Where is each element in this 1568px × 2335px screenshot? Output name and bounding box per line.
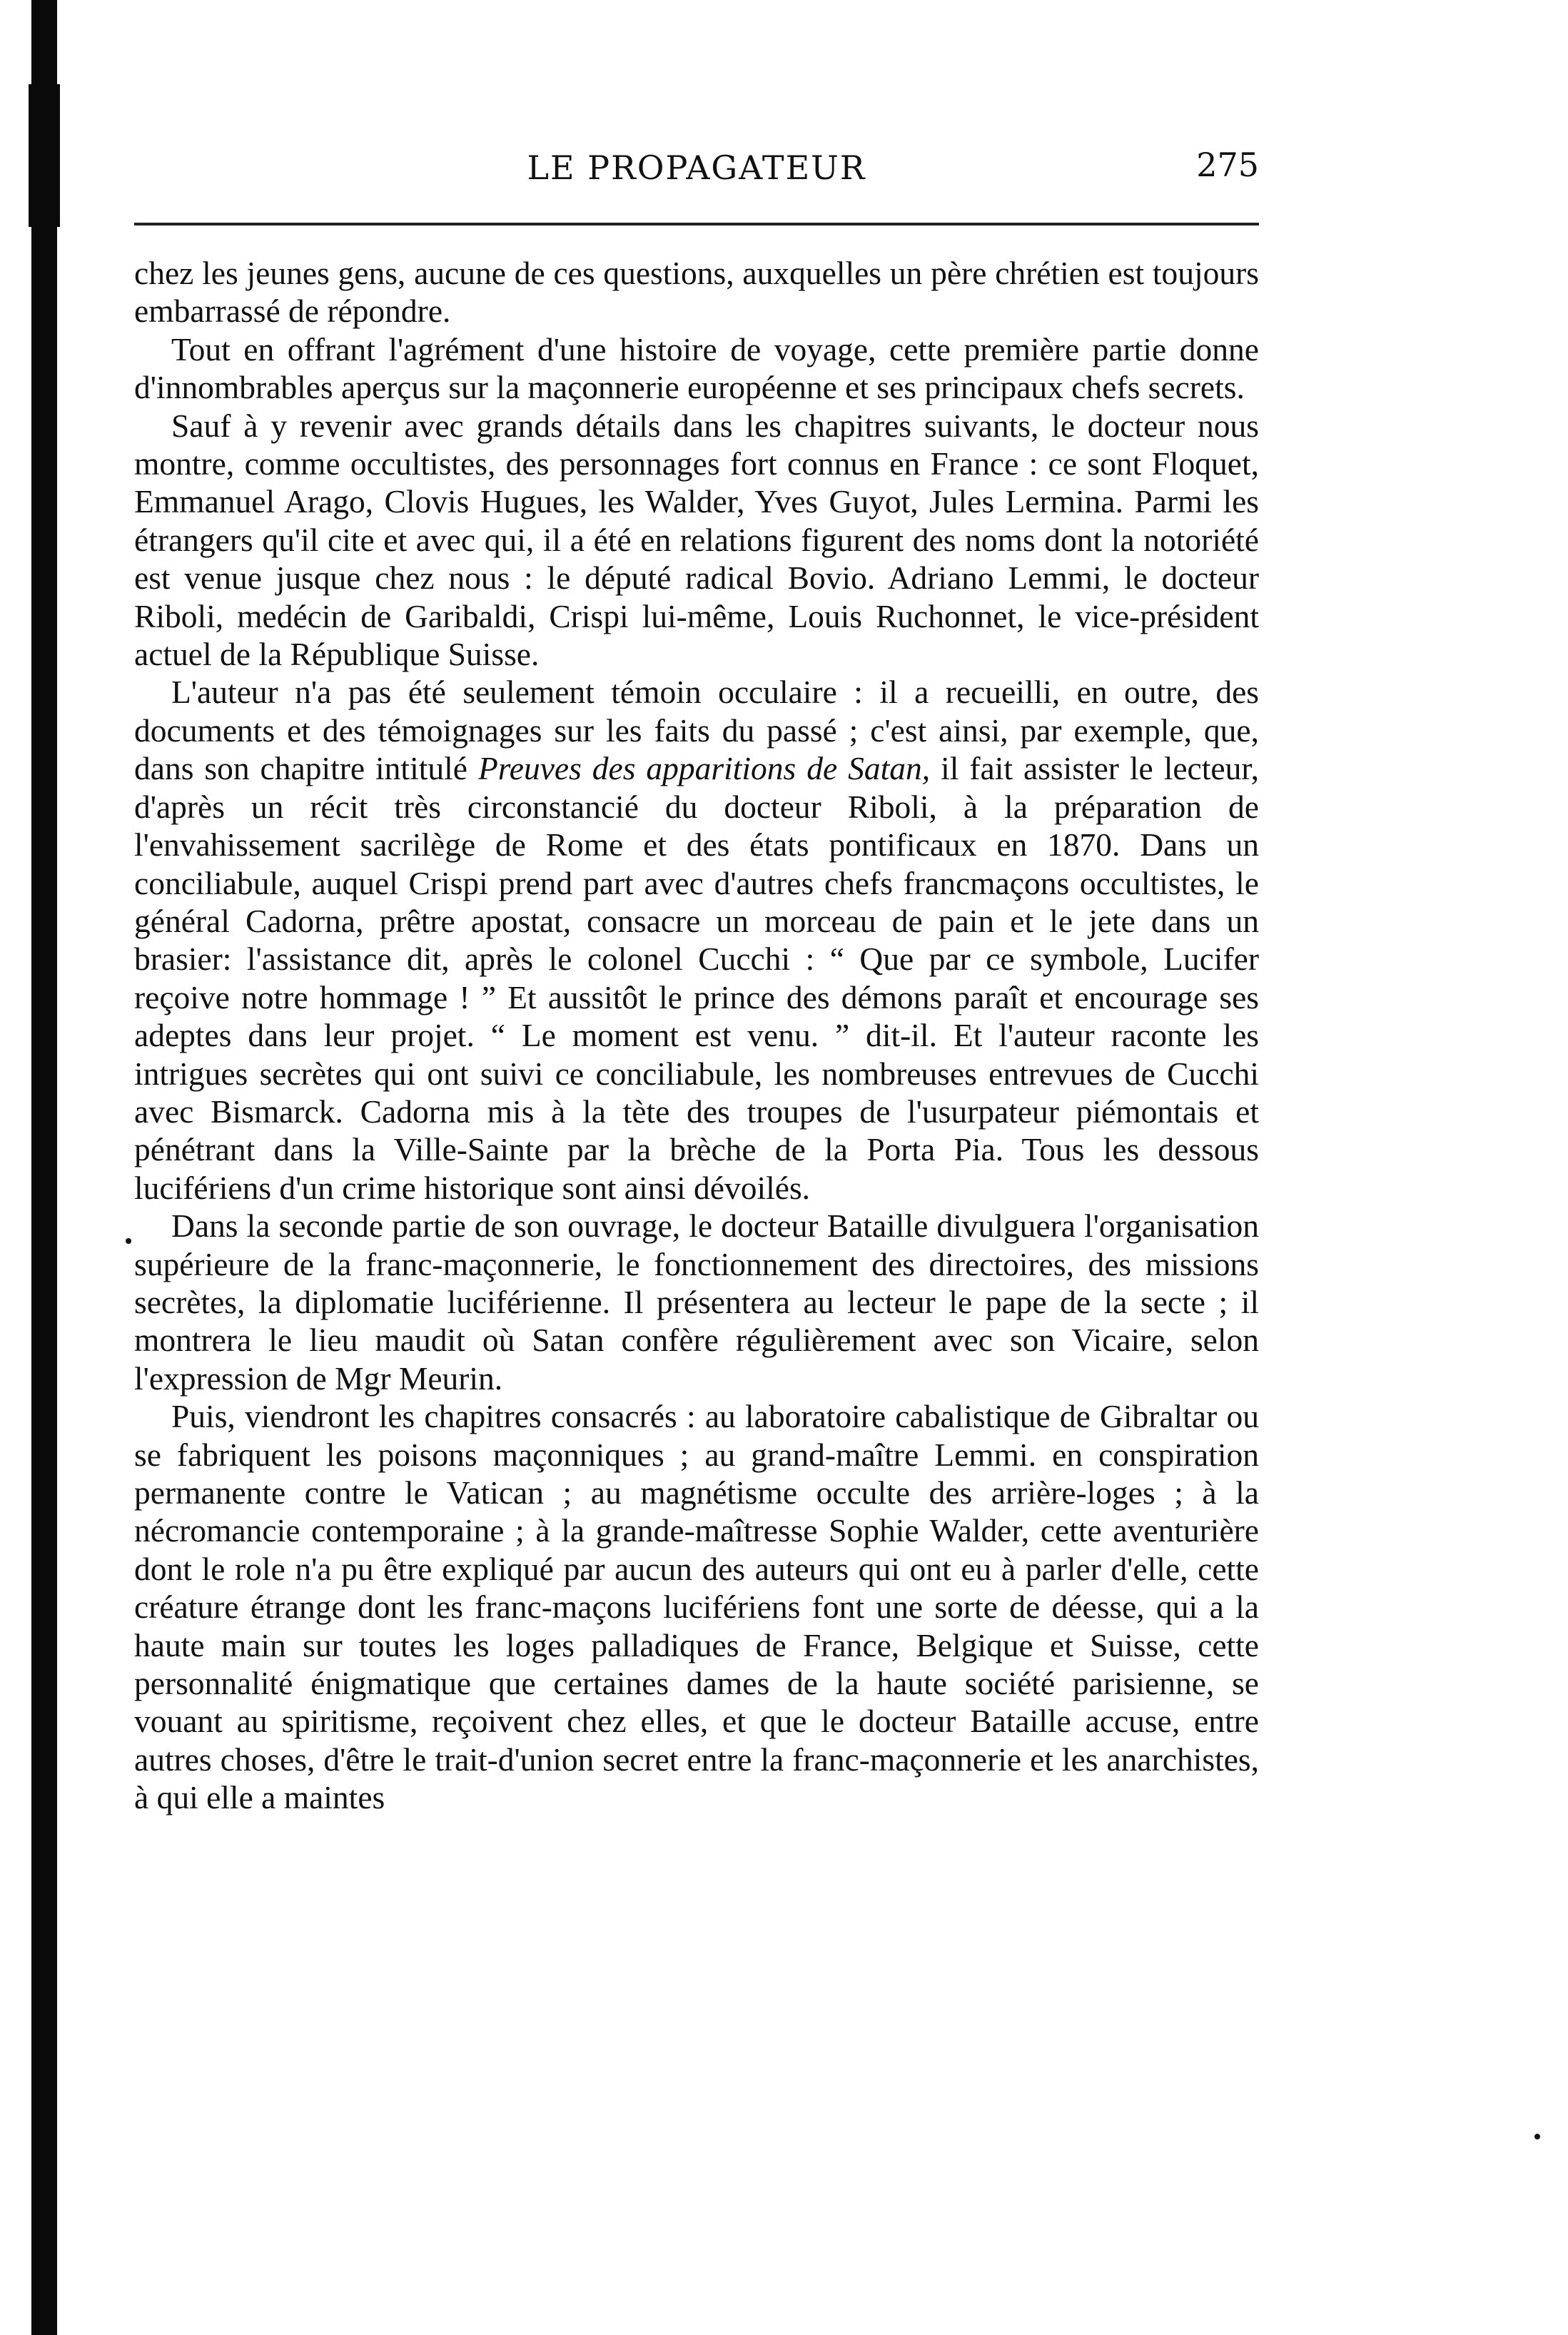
margin-dot xyxy=(126,1238,131,1244)
scan-binding-edge-top xyxy=(29,84,60,227)
paragraph-1: chez les jeunes gens, aucune de ces questions, auxquelles un père chrétien est toujours embarrassé de répondre. xyxy=(134,255,1259,330)
paragraph-3: Sauf à y revenir avec grands détails dans les chapitres suivants, le docteur nous montre, comme occultistes, des personnages fort connus en France : ce sont Floquet, Emmanuel Arago, Clovis Hugues, les Walder, Yves Guyot, Jules Lermina. Parmi les étrangers qu'il cite et avec qui, il a été en relations figurent des noms dont la notoriété est venue jusque chez nous : le député radical Bovio. Adriano Lemmi, le docteur Riboli, medécin de Garibaldi, Crispi lui-même, Louis Ruchonnet, le vice-président actuel de la République Suisse. xyxy=(134,407,1259,673)
paragraph-4-part-2: il fait assister le lecteur, d'après un récit très circonstancié du docteur Riboli, à la préparation de l'envahissement sacrilège de Rome et des états pontificaux en 1870. Dans un conciliabule, auquel Crispi prend part avec d'autres chefs francmaçons occultistes, le général Cadorna, prêtre apostat, consacre un morceau de pain et le jete dans un brasier: l'assistance dit, après le colonel Cucchi : “ Que par ce symbole, Lucifer reçoive notre hommage ! ” Et aussitôt le prince des démons paraît et encourage ses adeptes dans leur projet. “ Le moment est venu. ” dit-il. Et l'auteur raconte les intrigues secrètes qui ont suivi ce conciliabule, les nombreuses entrevues de Cucchi avec Bismarck. Cadorna mis à la tète des troupes de l'usurpateur piémontais et pénétrant dans la Ville-Sainte par la brèche de la Porta Pia. Tous les dessous lucifériens d'un crime historique sont ainsi dévoilés. xyxy=(134,750,1260,1206)
page-number: 275 xyxy=(1196,146,1259,184)
header-rule xyxy=(134,223,1259,226)
chapter-title-italic: Preuves des apparitions de Satan, xyxy=(477,750,931,787)
paragraph-5: Dans la seconde partie de son ouvrage, le docteur Bataille divulguera l'organisation supérieure de la franc-maçonnerie, le fonctionnement des directoires, des missions secrètes, la diplomatie luciférienne. Il présentera au lecteur le pape de la secte ; il montrera le lieu maudit où Satan confère régulièrement avec son Vicaire, selon l'expression de Mgr Meurin. xyxy=(134,1207,1259,1397)
margin-dot xyxy=(1534,2134,1540,2139)
paragraph-6: Puis, viendront les chapitres consacrés : au laboratoire cabalistique de Gibraltar ou se fabriquent les poisons maçonniques ; au grand-maître Lemmi. en conspiration permanente contre le Vatican ; au magnétisme occulte des arrière-loges ; à la nécromancie contemporaine ; à la grande-maîtresse Sophie Walder, cette aventurière dont le role n'a pu être expliqué par aucun des auteurs qui ont eu à parler d'elle, cette créature étrange dont les franc-maçons lucifériens font une sorte de déesse, qui a la haute main sur toutes les loges palladiques de France, Belgique et Suisse, cette personnalité énigmatique que certaines dames de la haute société parisienne, se vouant au spiritisme, reçoivent chez elles, et que le docteur Bataille accuse, entre autres choses, d'être le trait-d'union secret entre la franc-maçonnerie et les anarchistes, à qui elle a maintes xyxy=(134,1398,1259,1816)
paragraph-4-part-1: L'auteur n'a pas été seulement témoin occulaire : il a recueilli, en outre, des documents et des témoignages sur les faits du passé ; c'est ainsi, par exemple, que, dans son chapitre intitulé xyxy=(134,674,1259,787)
scan-binding-edge xyxy=(31,0,57,2335)
paragraph-4 xyxy=(134,673,1259,1207)
page-header xyxy=(134,136,1259,200)
paragraph-2: Tout en offrant l'agrément d'une histoire de voyage, cette première partie donne d'innombrables aperçus sur la maçonnerie européenne et ses principaux chefs secrets. xyxy=(134,330,1259,406)
book-page xyxy=(134,136,1260,1816)
body-text xyxy=(134,254,1259,1817)
running-title: LE PROPAGATEUR xyxy=(527,148,866,187)
